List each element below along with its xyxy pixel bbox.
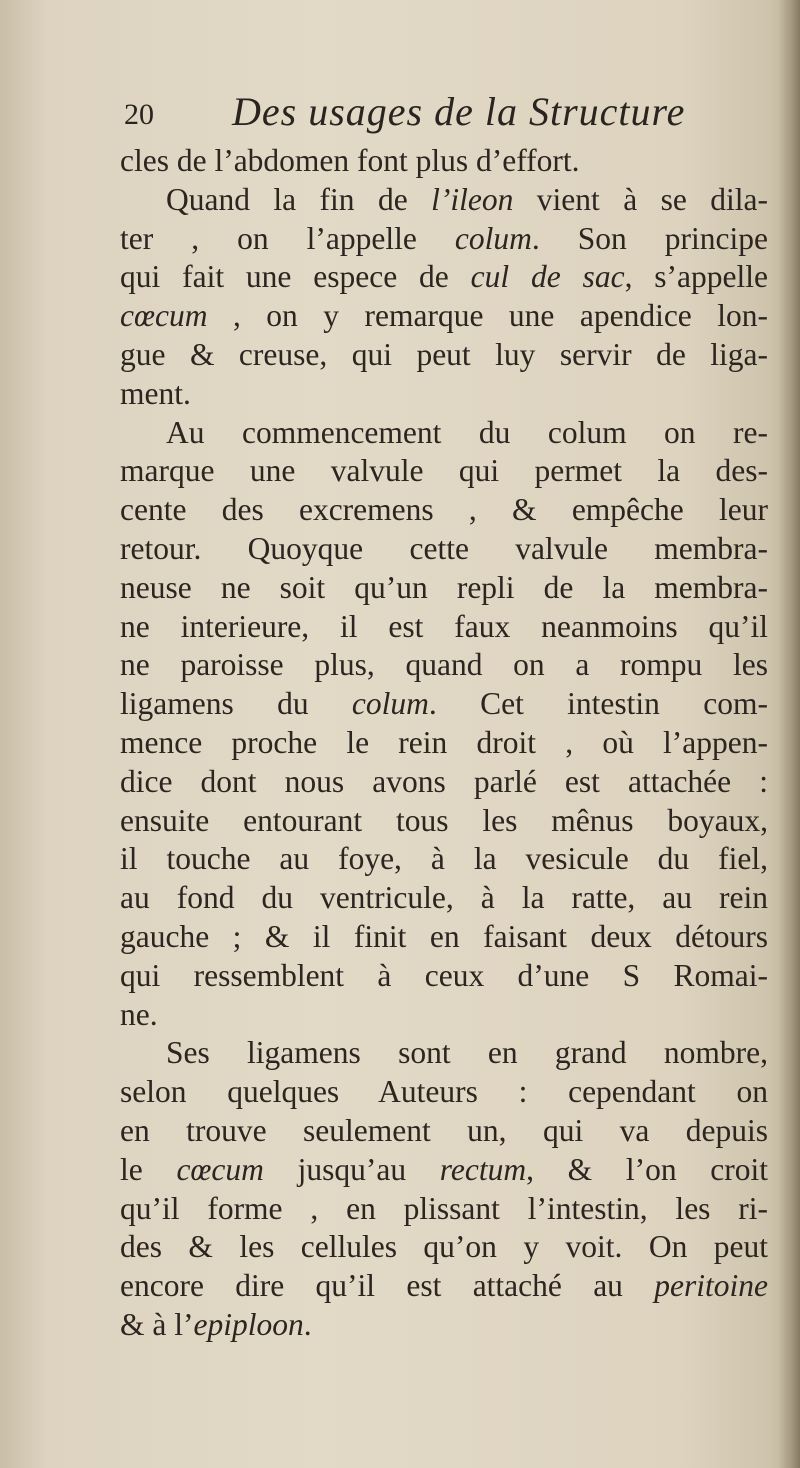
text-segment: & à l’: [120, 1306, 194, 1342]
text-line: [120, 763, 768, 802]
text-line: [120, 569, 768, 608]
text-segment: cente des excremens , & empêche leur: [120, 492, 768, 528]
text-segment: , on y remarque une apendice lon-: [207, 298, 768, 334]
text-segment: marque une valvule qui permet la des-: [120, 453, 768, 489]
text-segment: . Cet intestin com-: [428, 686, 768, 722]
text-segment: neuse ne soit qu’un repli de la membra-: [120, 569, 768, 605]
italic-term: cœcum: [120, 298, 208, 334]
text-line: [120, 918, 768, 957]
text-line: [120, 646, 768, 685]
text-segment: gue & creuse, qui peut luy servir de liga-: [120, 336, 768, 372]
text-line: [120, 1228, 768, 1267]
text-segment: au fond du ventricule, à la ratte, au rein: [120, 880, 768, 916]
text-segment: mence proche le rein droit , où l’appen-: [120, 724, 768, 760]
text-segment: qui fait une espece de: [120, 259, 471, 295]
italic-term: colum: [351, 686, 429, 722]
text-segment: selon quelques Auteurs : cependant on: [120, 1074, 768, 1110]
text-segment: Ses ligamens sont en grand nombre,: [166, 1035, 768, 1071]
text-segment: il touche au foye, à la vesicule du fiel,: [120, 841, 768, 877]
text-segment: retour. Quoyque cette valvule membra-: [120, 530, 768, 566]
text-segment: dice dont nous avons parlé est attachée :: [120, 763, 768, 799]
text-line: [120, 297, 768, 336]
text-line: [120, 220, 768, 259]
text-line: [120, 608, 768, 647]
text-segment: encore dire qu’il est attaché au: [120, 1268, 655, 1304]
text-line: [120, 1190, 768, 1229]
text-line: [120, 1267, 768, 1306]
text-segment: , s’appelle: [624, 259, 768, 295]
page-number: 20: [124, 98, 154, 131]
text-segment: cles de l’abdomen font plus d’effort.: [120, 143, 580, 178]
text-segment: Quand la fin de: [166, 181, 432, 217]
text-line: [120, 491, 768, 530]
text-line: [120, 452, 768, 491]
italic-term: epiploon: [193, 1306, 304, 1342]
text-segment: ligamens du: [120, 686, 352, 722]
text-line: [120, 1306, 768, 1345]
text-segment: ne.: [120, 996, 158, 1032]
text-line: [120, 840, 768, 879]
text-line: [120, 530, 768, 569]
text-line: [120, 1073, 768, 1112]
text-segment: qui ressemblent à ceux d’une S Romai-: [120, 957, 768, 993]
italic-term: l’ileon: [431, 181, 514, 217]
text-segment: ne interieure, il est faux neanmoins qu’il: [120, 608, 768, 644]
text-segment: .: [303, 1306, 312, 1342]
text-segment: qu’il forme , en plissant l’intestin, les ri-: [120, 1190, 768, 1226]
body-text: [120, 142, 768, 1345]
text-segment: gauche ; & il finit en faisant deux détours: [120, 918, 768, 954]
text-line: [120, 685, 768, 724]
text-line: [120, 1112, 768, 1151]
text-line: [120, 142, 768, 181]
text-segment: vient à se dila-: [513, 181, 769, 217]
text-segment: jusqu’au: [263, 1151, 440, 1187]
text-line: [120, 957, 768, 996]
text-line: [120, 996, 768, 1035]
page-header: [124, 88, 764, 138]
italic-term: cœcum: [176, 1151, 264, 1187]
text-line: [120, 1151, 768, 1190]
text-line: [120, 375, 768, 414]
text-segment: , & l’on croit: [526, 1151, 769, 1187]
text-line: [120, 879, 768, 918]
text-segment: ne paroisse plus, quand on a rompu les: [120, 647, 768, 683]
text-segment: ensuite entourant tous les mênus boyaux,: [120, 802, 768, 838]
text-line: [120, 336, 768, 375]
running-head: Des usages de la Structure: [232, 89, 686, 134]
text-line: [120, 802, 768, 841]
text-segment: . Son principe: [531, 220, 768, 256]
italic-term: peritoine: [654, 1268, 768, 1304]
text-line: [120, 724, 768, 763]
text-segment: ment.: [120, 375, 191, 411]
text-line: [120, 258, 768, 297]
italic-term: colum: [454, 220, 532, 256]
text-line: [120, 1034, 768, 1073]
text-segment: Au commencement du colum on re-: [166, 414, 768, 450]
page-edge-shadow: [778, 0, 800, 1468]
text-segment: en trouve seulement un, qui va depuis: [120, 1112, 768, 1148]
text-line: [120, 414, 768, 453]
italic-term: rectum: [439, 1151, 527, 1187]
text-segment: ter , on l’appelle: [120, 220, 455, 256]
text-segment: le: [120, 1151, 177, 1187]
text-segment: des & les cellules qu’on y voit. On peut: [120, 1229, 768, 1265]
text-line: [120, 181, 768, 220]
italic-term: cul de sac: [470, 259, 625, 295]
